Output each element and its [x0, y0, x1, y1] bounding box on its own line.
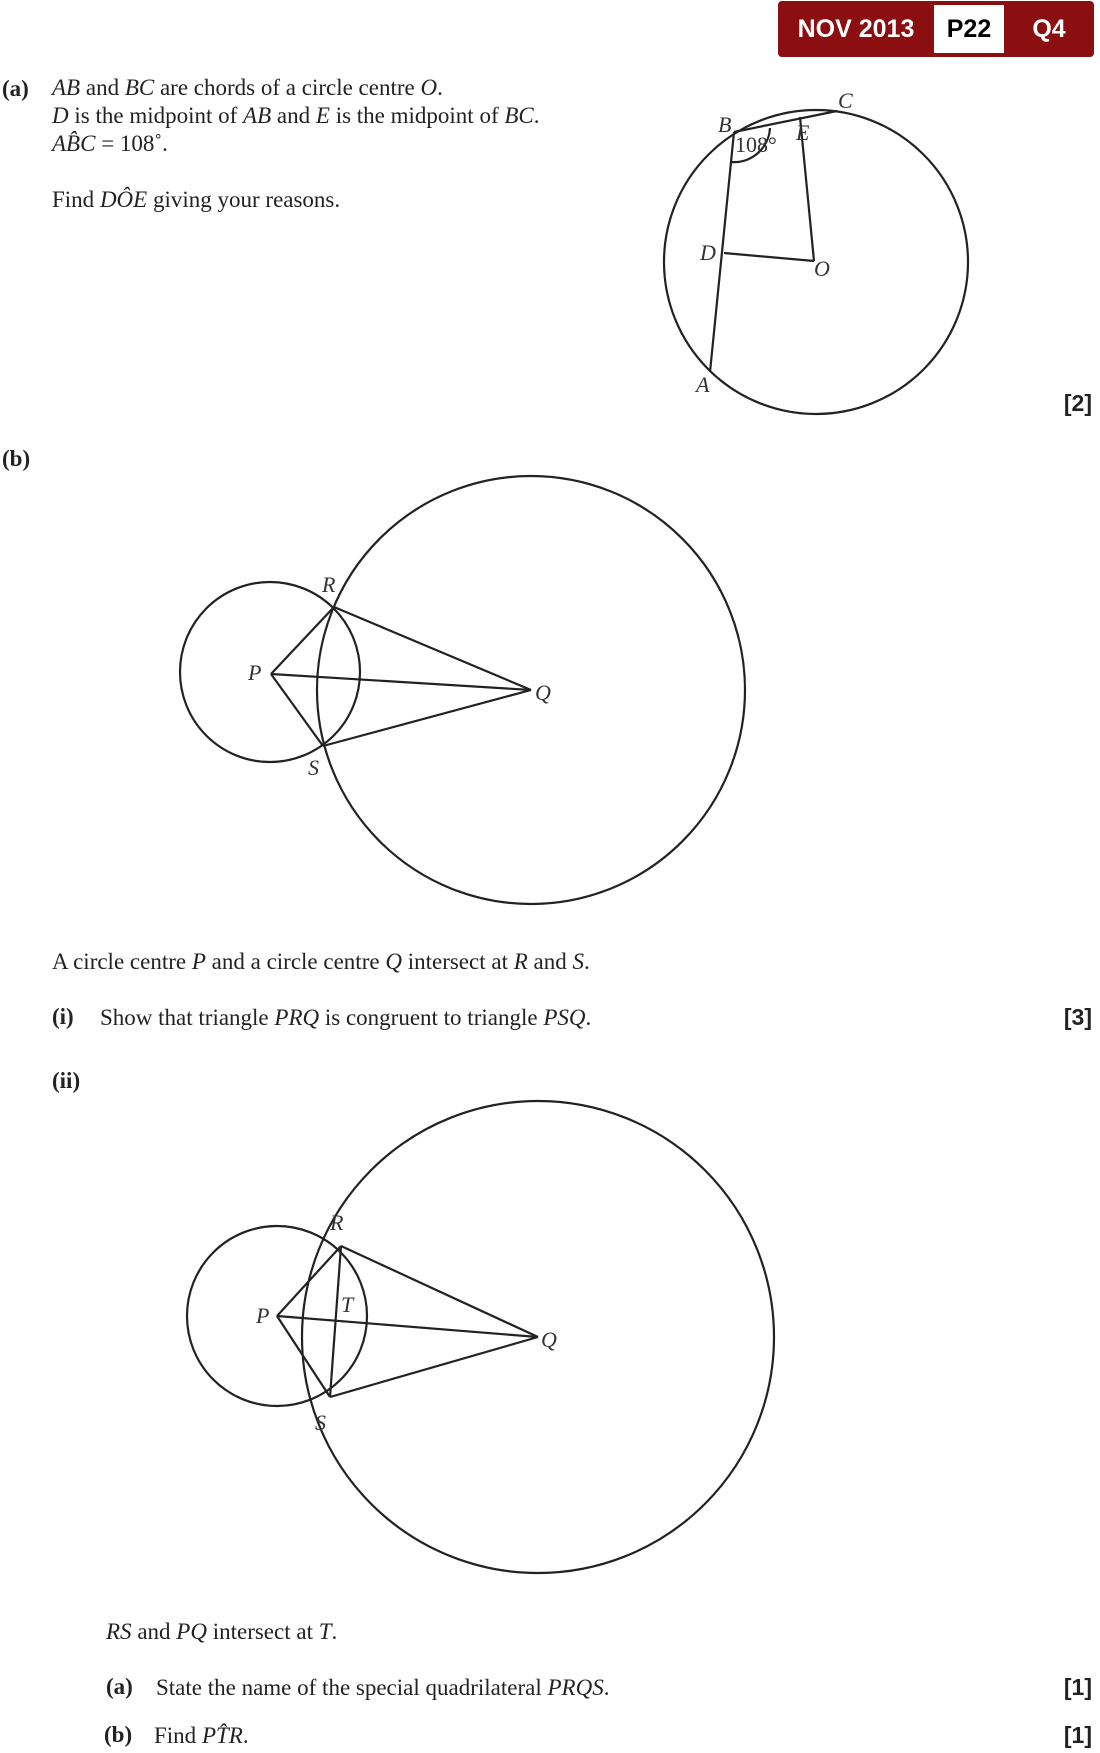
label-b: B — [718, 112, 732, 137]
label-s-2: S — [315, 1410, 326, 1435]
label-r: R — [322, 572, 336, 597]
label-angle-108: 108° — [735, 132, 777, 157]
paper-label: P22 — [934, 1, 1004, 57]
label-t-2: T — [341, 1292, 354, 1317]
label-s: S — [308, 755, 319, 780]
label-r-2: R — [330, 1210, 344, 1235]
label-q-2: Q — [541, 1327, 557, 1352]
label-o: O — [814, 256, 830, 281]
label-q: Q — [535, 680, 551, 705]
line-ps-2 — [277, 1316, 330, 1397]
label-c: C — [838, 88, 853, 113]
part-b-ii-b-marks: [1] — [1063, 1722, 1092, 1748]
line-pr-2 — [277, 1246, 341, 1316]
part-a-line-2: D is the midpoint of AB and E is the midpoint of BC. — [52, 103, 540, 128]
label-p: P — [248, 660, 262, 685]
part-a-line-3: AB̂C = 108˚. — [52, 131, 168, 156]
session-label: NOV 2013 — [778, 1, 934, 57]
label-a: A — [696, 372, 710, 397]
part-b-intro: A circle centre P and a circle centre Q intersect at R and S. — [52, 949, 590, 974]
part-b-ii-a-marks: [1] — [1063, 1674, 1092, 1700]
label-e: E — [796, 120, 810, 145]
label-d: D — [700, 240, 716, 265]
part-b-ii-b-text: Find PT̂R. — [154, 1723, 249, 1748]
part-b-label: (b) — [2, 446, 31, 471]
part-b-i-text: Show that triangle PRQ is congruent to triangle PSQ. — [100, 1005, 592, 1030]
part-a-marks: [2] — [1063, 390, 1092, 416]
question-label: Q4 — [1004, 1, 1094, 57]
part-a-label: (a) — [2, 76, 29, 101]
part-b-ii-b-label: (b) — [104, 1722, 133, 1747]
part-b-i-marks: [3] — [1063, 1004, 1092, 1030]
label-p-2: P — [256, 1303, 270, 1328]
part-b-ii-a-label: (a) — [106, 1674, 133, 1699]
part-b-i-label: (i) — [52, 1004, 74, 1029]
part-b-ii-label: (ii) — [52, 1068, 81, 1093]
part-a-line-1: AB and BC are chords of a circle centre O. — [52, 75, 443, 100]
part-b-ii-a-text: State the name of the special quadrilateral PRQS. — [156, 1675, 610, 1700]
part-b-ii-intro: RS and PQ intersect at T. — [106, 1619, 338, 1644]
part-a-line-4: Find DÔE giving your reasons. — [52, 187, 341, 212]
